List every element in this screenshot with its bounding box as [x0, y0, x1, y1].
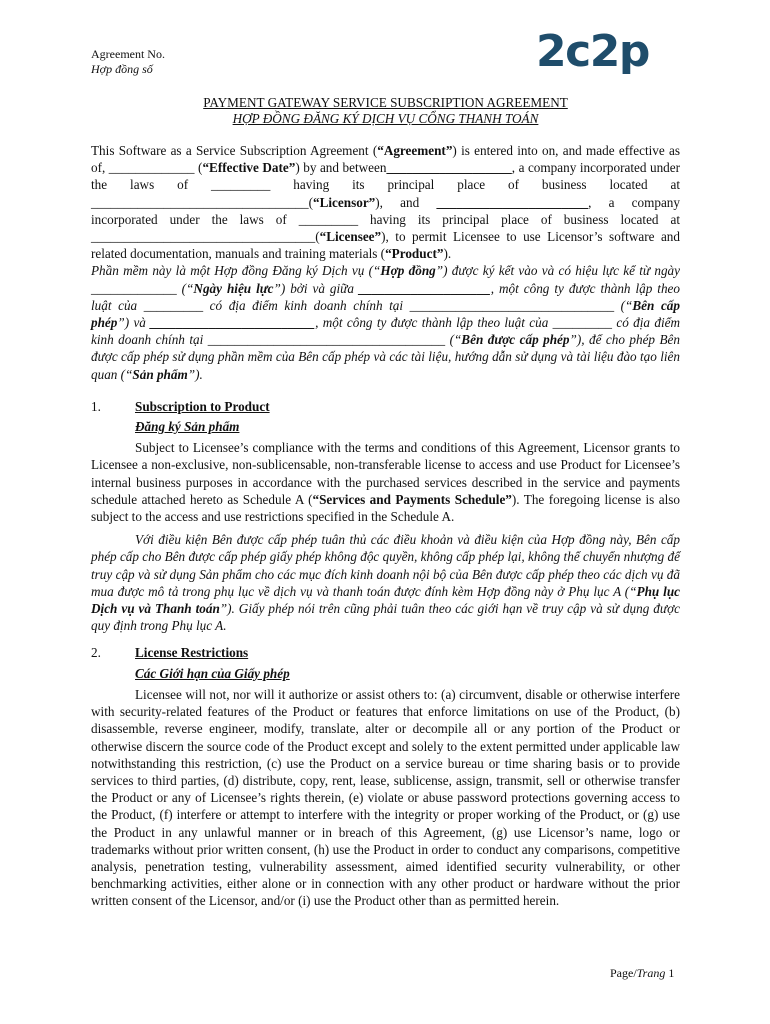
section-1-paragraph-en: Subject to Licensee’s compliance with the terms and conditions of this Agreement, Licensor grants to Licensee a non-exclusive, non-sublicensable, non-transferable license to access and use Product for Licensee’s internal business purposes in accordance with the purchased services described in the service and payments schedule attached hereto as Schedule A (“Services and Payments Schedule”). The foregoing license is also subject to the access and use restrictions specified in the Schedule A.: [91, 440, 680, 525]
section-title: Subscription to Product: [135, 398, 270, 414]
page-number: Page/Trang 1: [610, 966, 675, 980]
section-1-heading: [91, 398, 680, 415]
section-2-paragraph-en: Licensee will not, nor will it authorize or assist others to: (a) circumvent, disable or otherwise interfere with security-related features of the Product or features that enforce limitations on use of the Product, (b) disassemble, reverse engineer, modify, translate, alter or decompile all or any portion of the Product or otherwise discern the source code of the Product except and solely to the extent permitted under applicable law notwithstanding this restriction, (c) use the Product on a service bureau or time sharing basis or to provide services to third parties, (d) distribute, copy, rent, lease, sublicense, assign, transmit, sell or otherwise transfer the Product or any of Licensee’s rights therein, (e) violate or abuse password protections governing access to the Product, (f) interfere or attempt to interfere with the integrity or proper working of the Product, or (g) use the Product in any unlawful manner or in breach of this Agreement, (g) use Licensor’s name, logo or trademarks without prior written consent, (h) use the Product in order to conduct any comparisons, competitive analysis, penetration testing, vulnerability assessment, aimed identified security vulnerability, or other benchmarking activities, either alone or in connection with any other product or hardware without the prior written consent of the Licensor, and/or (i) use the Product other than as permitted herein.: [91, 686, 680, 909]
document-title: [91, 95, 680, 127]
section-number: 2.: [91, 645, 101, 661]
intro-paragraph-en: This Software as a Service Subscription Agreement (“Agreement”) is entered into on, and made effective as of, _____________ (“Effective Date”) by and between___________________, a company incorporated under the laws of _________ having its principal place of business located at _________________________________(“Licensor”), and _______________________, a company incorporated under the laws of _________ having its principal place of business located at __________________________________(“Licensee”), to permit Licensee to use Licensor’s software and related documentation, manuals and training materials (“Product”).: [91, 143, 681, 262]
agreement-no-label: Agreement No.: [91, 47, 165, 61]
logo-text: 2c2p: [536, 26, 649, 74]
section-1-paragraph-vi: Với điều kiện Bên được cấp phép tuân thủ các điều khoản và điều kiện của Hợp đồng này, Bên cấp phép cấp cho Bên được cấp phép giấy phép không độc quyền, không cấp phép lại, không thể chuyển nhượng để truy cập và sử dụng Sản phẩm cho các mục đích kinh doanh nội bộ của Bên được cấp phép theo các dịch vụ đã mua được mô tả trong phụ lục về dịch vụ và thanh toán được đính kèm Hợp đồng này ở Phụ lục A (“Phụ lục Dịch vụ và Thanh toán”). Giấy phép nói trên cũng phải tuân theo các giới hạn về truy cập và sử dụng được quy định trong Phụ lục A.: [91, 532, 681, 634]
section-1-title-vi: Đăng ký Sản phẩm: [135, 419, 240, 435]
agreement-number-block: [91, 47, 165, 77]
title-vi: HỢP ĐỒNG ĐĂNG KÝ DỊCH VỤ CỔNG THANH TOÁN: [232, 111, 539, 126]
section-2-heading: [91, 644, 680, 661]
section-2-title-vi: Các Giới hạn của Giấy phép: [135, 665, 290, 681]
intro-paragraph-vi: Phần mềm này là một Hợp đồng Đăng ký Dịch vụ (“Hợp đồng”) được ký kết vào và có hiệu lực kể từ ngày _____________ (“Ngày hiệu lực”) bởi và giữa ____________________, một công ty được thành lập theo luật của _________ có địa điểm kinh doanh chính tại _______________________________ (“Bên cấp phép”) và _________________________, một công ty được thành lập theo luật của _________ có địa điểm kinh doanh chính tại ____________________________________ (“Bên được cấp phép”), để cho phép Bên được cấp phép sử dụng phần mềm của Bên cấp phép và các tài liệu, hướng dẫn sử dụng và tài liệu đào tạo liên quan (“Sản phẩm”).: [91, 263, 681, 382]
section-number: 1.: [91, 398, 101, 414]
company-logo: [536, 26, 672, 74]
document-body: [91, 142, 680, 910]
section-title: License Restrictions: [135, 645, 249, 661]
agreement-no-label-vi: Hợp đồng số: [91, 62, 153, 76]
title-en: PAYMENT GATEWAY SERVICE SUBSCRIPTION AGREEMENT: [203, 95, 568, 110]
